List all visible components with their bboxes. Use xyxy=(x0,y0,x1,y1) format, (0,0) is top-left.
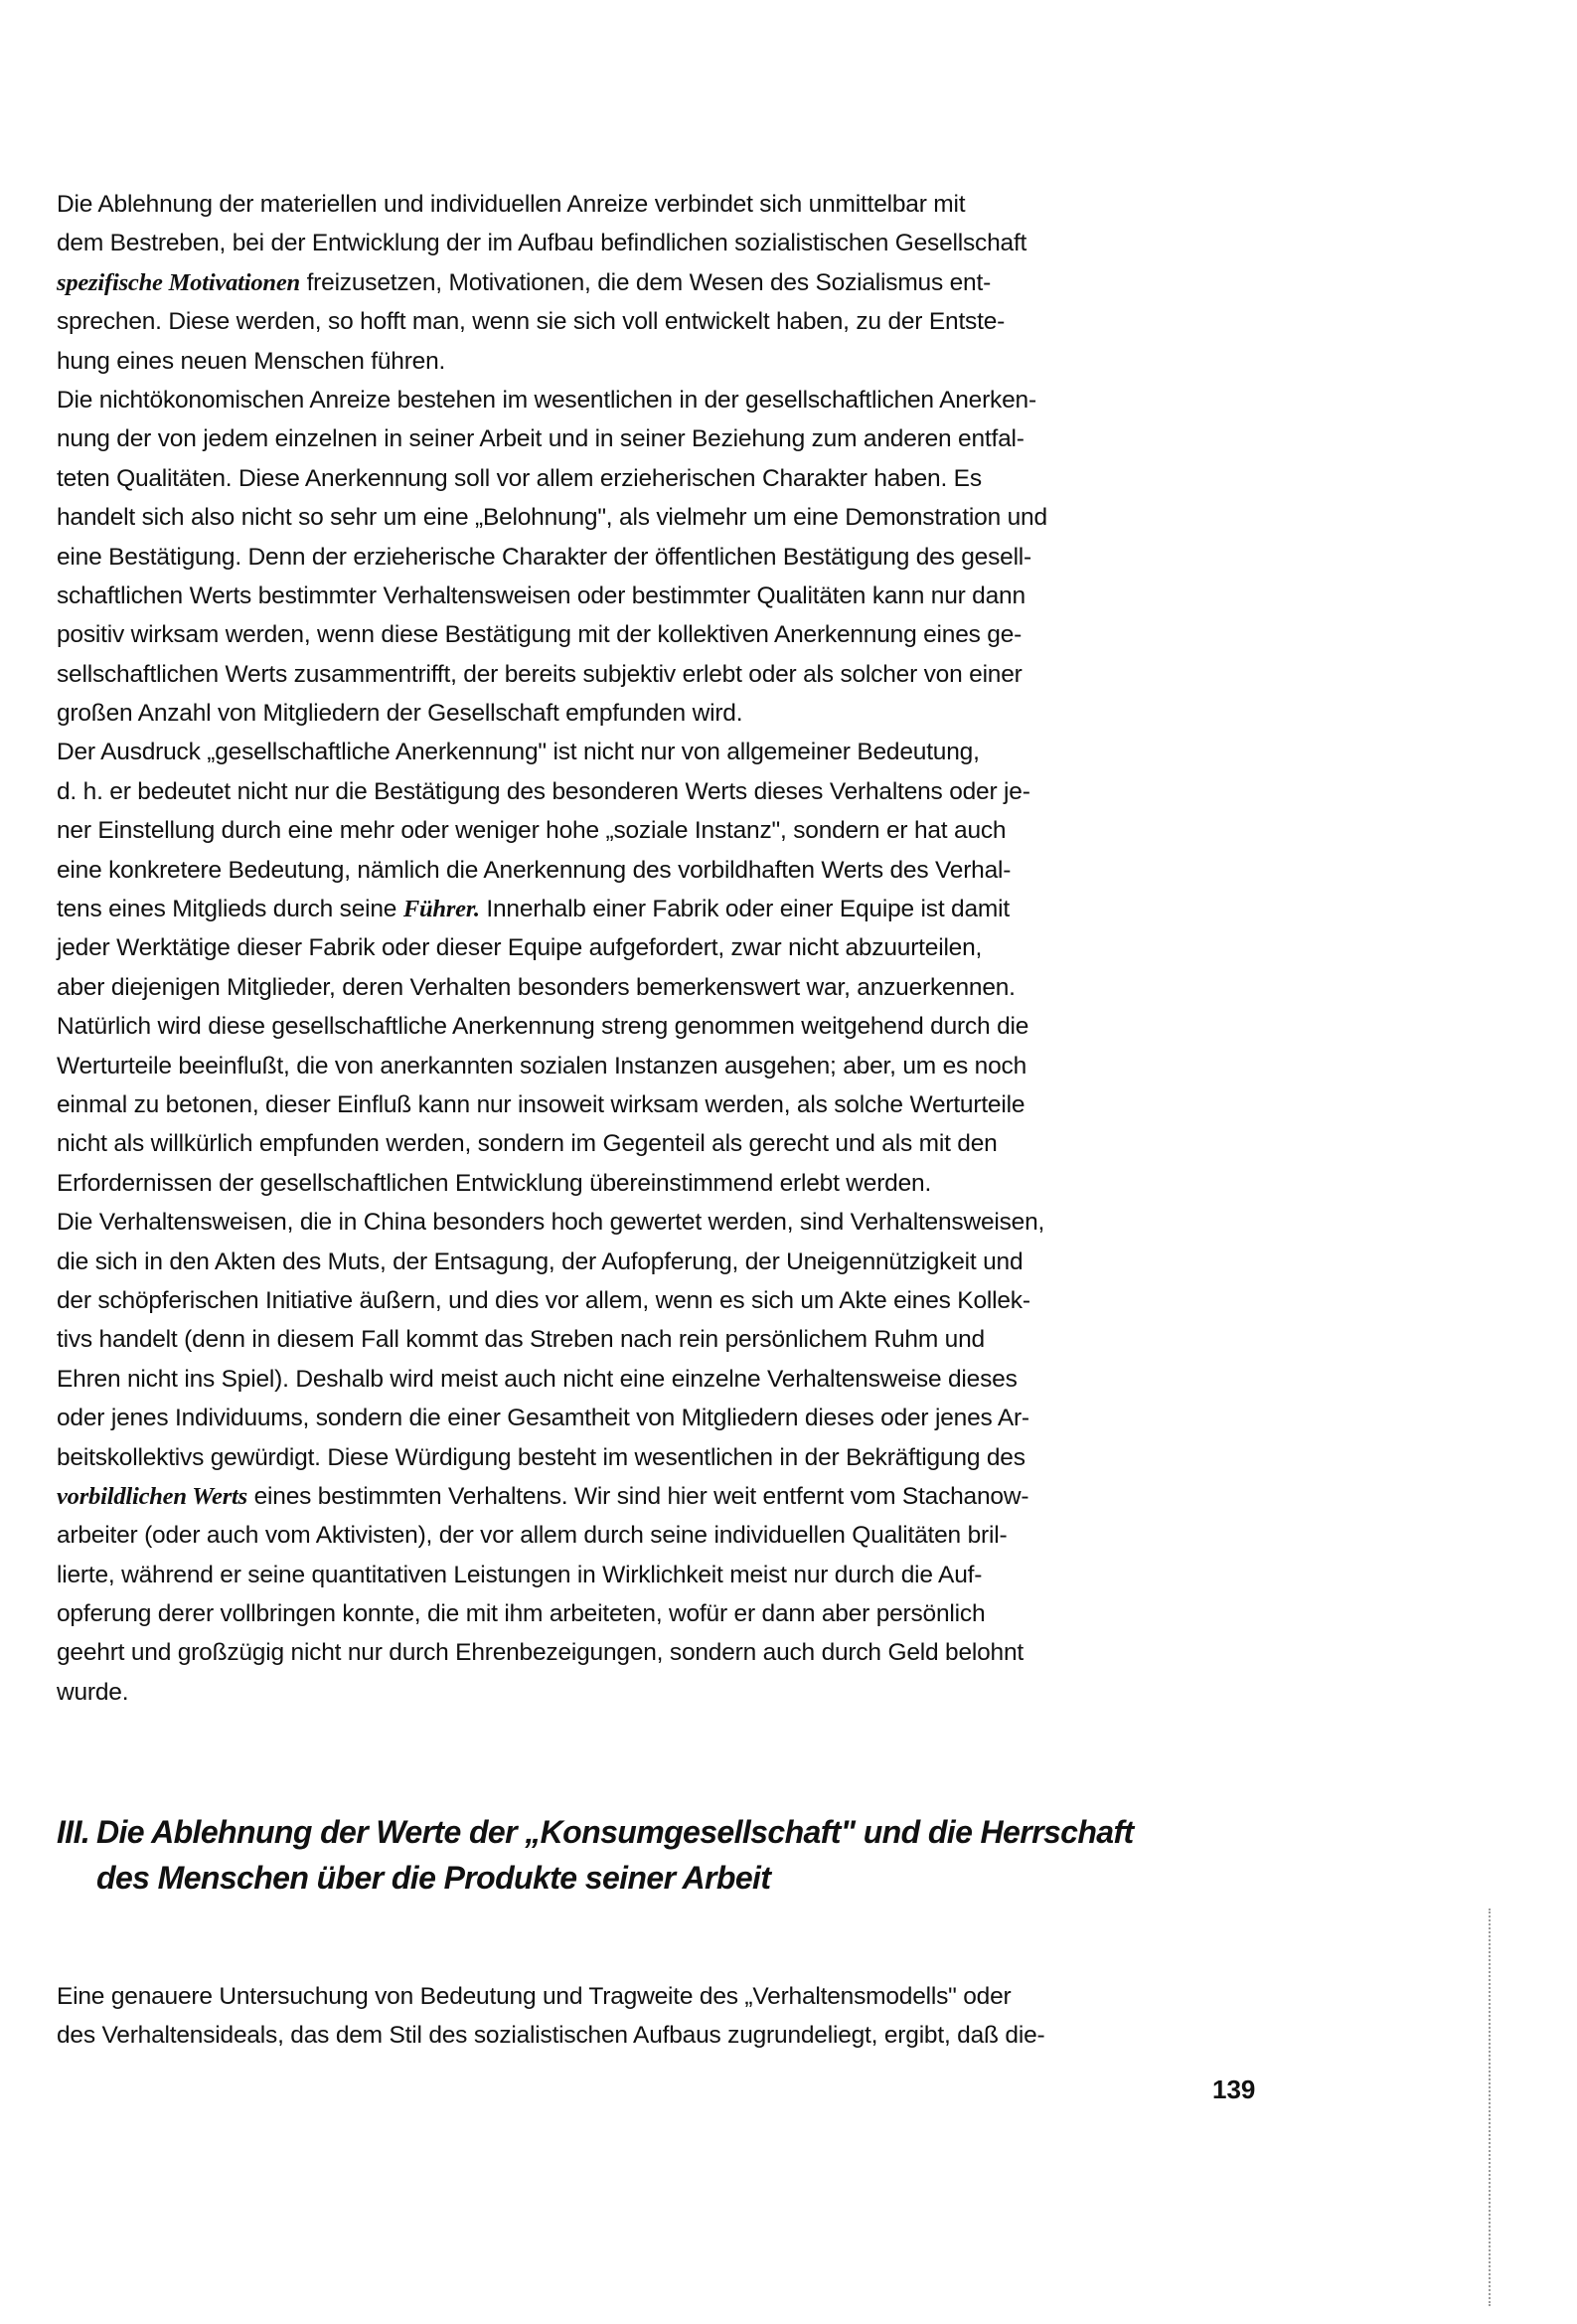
text-line xyxy=(57,1320,1249,1359)
text-run: lierte, während er seine quantitativen Leistungen in Wirklichkeit meist nur durch die Auf- xyxy=(57,1561,983,1588)
text-line xyxy=(57,1516,1249,1555)
text-line xyxy=(57,694,1249,733)
text-line xyxy=(57,733,1249,771)
text-run: hung eines neuen Menschen führen. xyxy=(57,347,446,375)
text-run: oder jenes Individuums, sondern die einer Gesamtheit von Mitgliedern dieses oder jenes Ar- xyxy=(57,1405,1029,1432)
text-run: ner Einstellung durch eine mehr oder weniger hohe „soziale Instanz", sondern er hat auch xyxy=(57,817,1007,845)
text-run: großen Anzahl von Mitgliedern der Gesellschaft empfunden wird. xyxy=(57,700,743,728)
text-line xyxy=(57,968,1249,1007)
text-run: d. h. er bedeutet nicht nur die Bestätigung des besonderen Werts dieses Verhaltens oder je- xyxy=(57,777,1030,805)
text-run: Die Verhaltensweisen, die in China besonders hoch gewertet werden, sind Verhaltensweisen, xyxy=(57,1209,1045,1237)
text-run: die sich in den Akten des Muts, der Entsagung, der Aufopferung, der Uneigennützigkeit und xyxy=(57,1247,1024,1275)
text-run: tens eines Mitglieds durch seine xyxy=(57,896,403,923)
text-run: eine Bestätigung. Denn der erzieherische Charakter der öffentlichen Bestätigung des gesell- xyxy=(57,543,1032,571)
text-line xyxy=(57,538,1249,577)
scan-margin-rule xyxy=(1489,1909,1491,2306)
text-run: jeder Werktätige dieser Fabrik oder dieser Equipe aufgefordert, zwar nicht abzuurteilen, xyxy=(57,934,983,962)
text-run: opferung derer vollbringen konnte, die mit ihm arbeiteten, wofür er dann aber persönlich xyxy=(57,1600,986,1628)
text-run: nung der von jedem einzelnen in seiner Arbeit und in seiner Beziehung zum anderen entfal- xyxy=(57,425,1025,453)
text-line xyxy=(57,302,1249,341)
emphasized-phrase: Führer. xyxy=(402,896,480,923)
text-run: sprechen. Diese werden, so hofft man, wenn sie sich voll entwickelt haben, zu der Entste- xyxy=(57,308,1006,336)
emphasized-phrase: vorbildlichen Werts xyxy=(57,1482,247,1510)
text-run: Werturteile beeinflußt, die von anerkannten sozialen Instanzen ausgehen; aber, um es noch xyxy=(57,1052,1026,1079)
text-run: aber diejenigen Mitglieder, deren Verhalten besonders bemerkenswert war, anzuerkennen. xyxy=(57,973,1016,1001)
text-line xyxy=(57,1399,1249,1437)
text-line xyxy=(57,1556,1249,1594)
text-line xyxy=(57,342,1249,381)
paragraph xyxy=(57,185,1249,381)
text-line xyxy=(57,1281,1249,1320)
text-line xyxy=(57,1477,1249,1516)
emphasized-phrase: spezifische Motivationen xyxy=(57,268,300,296)
text-run: handelt sich also nicht so sehr um eine „Belohnung", als vielmehr um eine Demonstration und xyxy=(57,504,1047,532)
paragraph xyxy=(57,1203,1249,1712)
text-run: eine konkretere Bedeutung, nämlich die Anerkennung des vorbildhaften Werts des Verhal- xyxy=(57,856,1012,884)
text-run: teten Qualitäten. Diese Anerkennung soll vor allem erzieherischen Charakter haben. Es xyxy=(57,464,982,492)
section-title-line-1: Die Ablehnung der Werte der „Konsumgesellschaft" und die Herrschaft xyxy=(96,1814,1134,1850)
text-line xyxy=(57,1164,1249,1203)
text-run: einmal zu betonen, dieser Einfluß kann nur insoweit wirksam werden, als solche Werturteile xyxy=(57,1090,1025,1118)
text-run: Der Ausdruck „gesellschaftliche Anerkennung" ist nicht nur von allgemeiner Bedeutung, xyxy=(57,739,980,766)
text-line xyxy=(57,1673,1249,1712)
text-run: freizusetzen, Motivationen, die dem Wesen des Sozialismus ent- xyxy=(299,268,992,296)
text-line xyxy=(57,1438,1249,1477)
text-run: eines bestimmten Verhaltens. Wir sind hier weit entfernt vom Stachanow- xyxy=(247,1482,1029,1510)
text-line xyxy=(57,498,1249,537)
text-run: Natürlich wird diese gesellschaftliche Anerkennung streng genommen weitgehend durch die xyxy=(57,1013,1029,1041)
text-run: nicht als willkürlich empfunden werden, sondern im Gegenteil als gerecht und als mit den xyxy=(57,1130,998,1158)
text-line xyxy=(57,1047,1249,1085)
paragraph xyxy=(57,381,1249,734)
text-line xyxy=(57,1124,1249,1163)
text-line xyxy=(57,928,1249,967)
text-line xyxy=(57,1633,1249,1672)
text-run: dem Bestreben, bei der Entwicklung der im Aufbau befindlichen sozialistischen Gesellschaft xyxy=(57,230,1027,257)
text-line xyxy=(57,851,1249,890)
text-line xyxy=(57,615,1249,654)
closing-paragraph xyxy=(57,1977,1299,2056)
text-run: Ehren nicht ins Spiel). Deshalb wird meist auch nicht eine einzelne Verhaltensweise dieses xyxy=(57,1365,1018,1393)
body-text xyxy=(57,185,1249,1712)
text-run: schaftlichen Werts bestimmter Verhaltensweisen oder bestimmter Qualitäten kann nur dann xyxy=(57,581,1025,609)
text-line xyxy=(57,1203,1249,1242)
text-line xyxy=(57,1594,1249,1633)
paragraph xyxy=(57,733,1249,1203)
text-run: Die Ablehnung der materiellen und individuellen Anreize verbindet sich unmittelbar mit xyxy=(57,191,966,218)
text-run: geehrt und großzügig nicht nur durch Ehrenbezeigungen, sondern auch durch Geld belohnt xyxy=(57,1639,1025,1667)
closing-line: des Verhaltensideals, das dem Stil des sozialistischen Aufbaus zugrundeliegt, ergibt, daß die- xyxy=(57,2022,1045,2050)
text-run: sellschaftlichen Werts zusammentrifft, der bereits subjektiv erlebt oder als solcher von einer xyxy=(57,660,1023,688)
text-run: tivs handelt (denn in diesem Fall kommt das Streben nach rein persönlichem Ruhm und xyxy=(57,1326,985,1354)
text-line xyxy=(57,890,1249,928)
text-run: Innerhalb einer Fabrik oder einer Equipe ist damit xyxy=(479,896,1010,923)
text-run: beitskollektivs gewürdigt. Diese Würdigung besteht im wesentlichen in der Bekräftigung des xyxy=(57,1443,1025,1471)
text-line xyxy=(57,185,1249,224)
text-run: Die nichtökonomischen Anreize bestehen im wesentlichen in der gesellschaftlichen Anerken- xyxy=(57,386,1036,414)
text-line xyxy=(57,811,1249,850)
text-line xyxy=(57,772,1249,811)
text-line xyxy=(57,1085,1249,1124)
text-line xyxy=(57,655,1249,694)
text-line xyxy=(57,1007,1249,1046)
text-run: arbeiter (oder auch vom Aktivisten), der vor allem durch seine individuellen Qualitäten bril- xyxy=(57,1522,1008,1550)
text-run: positiv wirksam werden, wenn diese Bestätigung mit der kollektiven Anerkennung eines ge- xyxy=(57,621,1023,649)
text-line xyxy=(57,419,1249,458)
text-line xyxy=(57,224,1249,262)
text-line xyxy=(57,381,1249,419)
text-line xyxy=(57,263,1249,302)
section-heading xyxy=(57,1809,1299,1901)
page-number: 139 xyxy=(1212,2075,1256,2104)
section-number: III. xyxy=(57,1814,90,1850)
text-line xyxy=(57,577,1249,615)
closing-line: Eine genauere Untersuchung von Bedeutung und Tragweite des „Verhaltensmodells" oder xyxy=(57,1983,1012,2010)
section-heading-line-1 xyxy=(57,1809,1299,1855)
text-run: Erfordernissen der gesellschaftlichen Entwicklung übereinstimmend erlebt werden. xyxy=(57,1169,932,1197)
section-title-line-2: des Menschen über die Produkte seiner Arbeit xyxy=(96,1860,771,1896)
text-line xyxy=(57,459,1249,498)
text-line xyxy=(57,1360,1249,1399)
text-run: der schöpferischen Initiative äußern, und dies vor allem, wenn es sich um Akte eines Kollek- xyxy=(57,1286,1030,1314)
text-line xyxy=(57,1243,1249,1281)
text-run: wurde. xyxy=(57,1678,129,1706)
